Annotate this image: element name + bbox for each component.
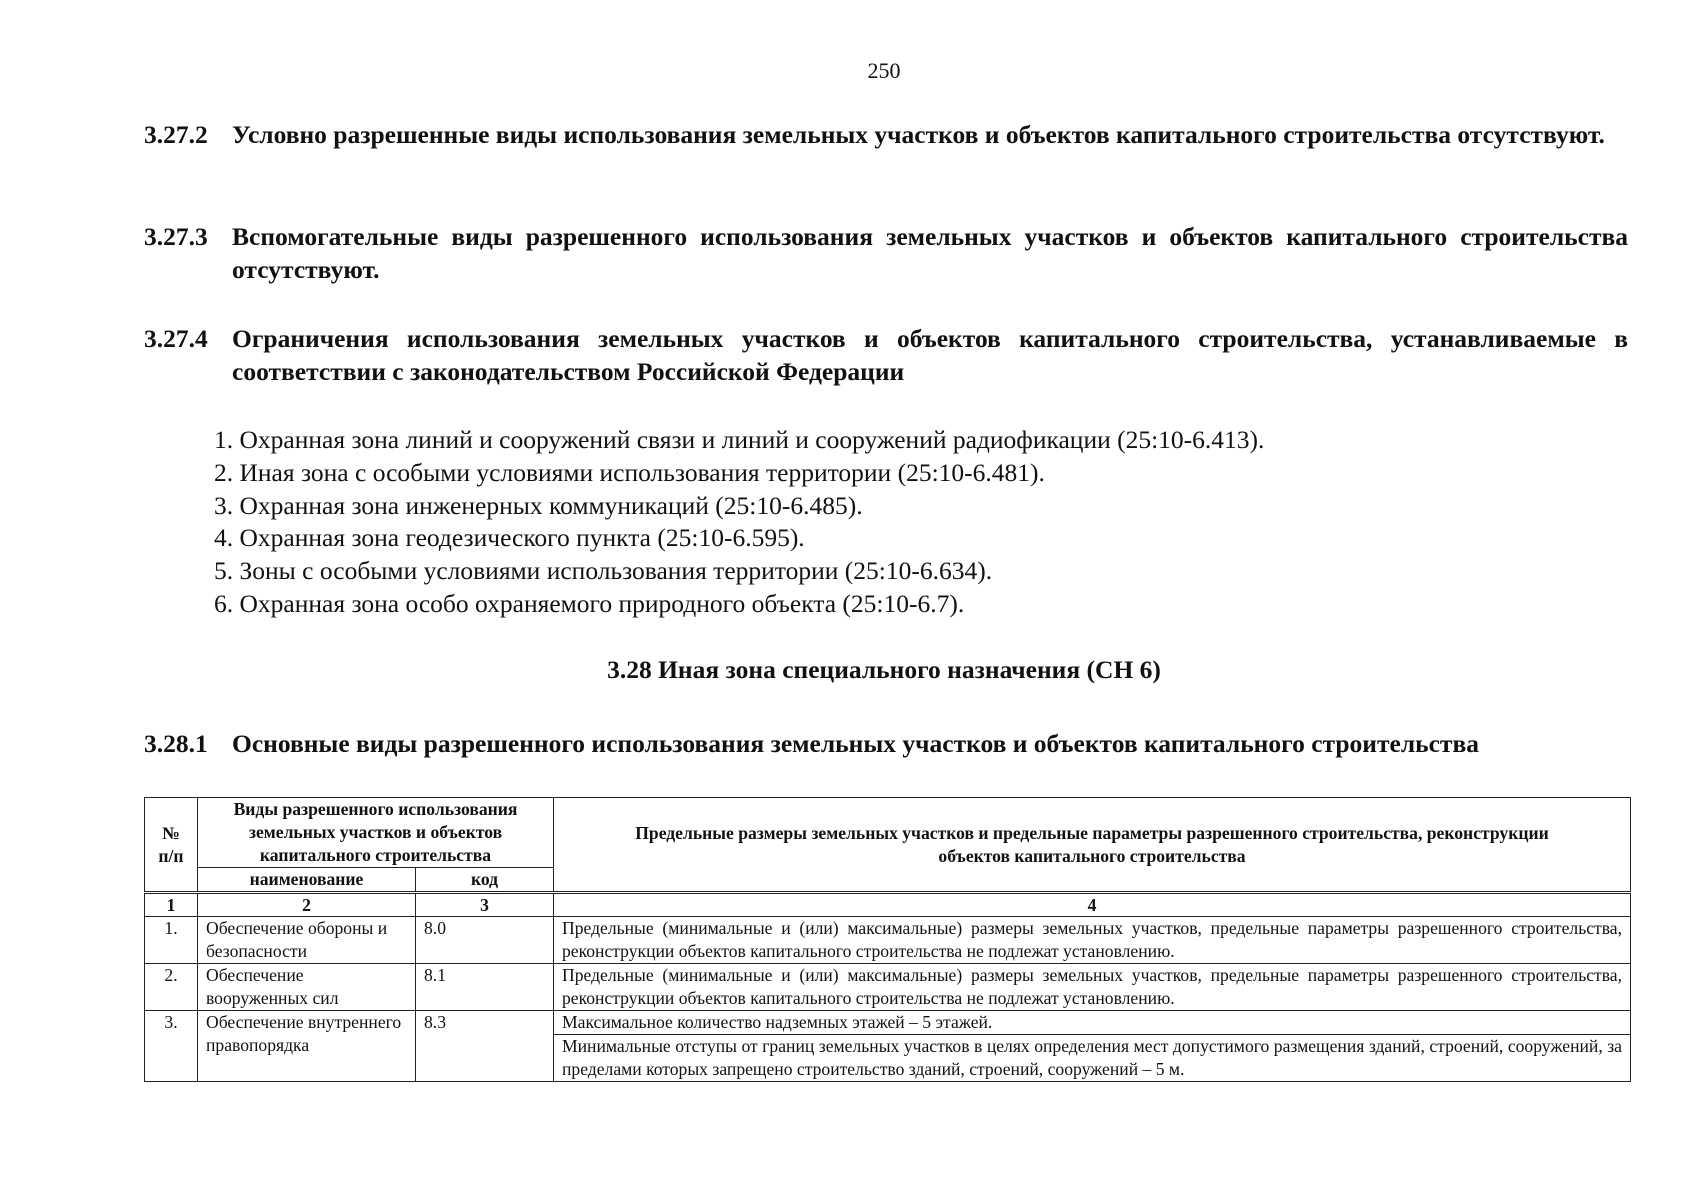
list-item: 5. Зоны с особыми условиями использования территории (25:10-6.634). xyxy=(214,556,993,586)
list-item: 2. Иная зона с особыми условиями использования территории (25:10-6.481). xyxy=(214,457,1045,487)
row-name: Обеспечение обороны и безопасности xyxy=(198,917,416,964)
index-cell: 2 xyxy=(198,893,416,917)
header-code: код xyxy=(416,868,554,893)
section-heading: Условно разрешенные виды использования земельных участков и объектов капитального строительства отсутствуют. xyxy=(232,120,1605,149)
row-name: Обеспечение вооруженных сил xyxy=(198,964,416,1011)
list-item: 4. Охранная зона геодезического пункта (25:10-6.595). xyxy=(214,523,805,553)
section-number: 3.27.2 xyxy=(144,120,208,149)
parameters-table xyxy=(144,797,1631,1082)
row-code: 8.3 xyxy=(416,1011,554,1082)
row-params: Предельные (минимальные и (или) максимальные) размеры земельных участков, предельные параметры разрешенного строительства, реконструкции объектов капитального строительства не подлежат установлению. xyxy=(554,964,1631,1011)
section-number: 3.28.1 xyxy=(144,729,208,758)
restrictions-list xyxy=(214,424,1264,621)
row-params: Максимальное количество надземных этажей – 5 этажей. xyxy=(554,1011,1631,1035)
index-cell: 4 xyxy=(554,893,1631,917)
section-3-27-3 xyxy=(144,220,1628,286)
header-num: № п/п xyxy=(145,798,198,893)
index-cell: 3 xyxy=(416,893,554,917)
section-number: 3.27.4 xyxy=(144,324,208,353)
page-number: 250 xyxy=(867,58,901,83)
section-3-27-2 xyxy=(144,118,1628,151)
row-params: Предельные (минимальные и (или) максимальные) размеры земельных участков, предельные параметры разрешенного строительства, реконструкции объектов капитального строительства не подлежат установлению. xyxy=(554,917,1631,964)
section-heading: Основные виды разрешенного использования земельных участков и объектов капитального строительства xyxy=(232,729,1479,758)
header-params: Предельные размеры земельных участков и предельные параметры разрешенного строительства, реконструкции объектов капитального строительства xyxy=(554,798,1631,893)
row-code: 8.0 xyxy=(416,917,554,964)
list-item: 1. Охранная зона линий и сооружений связи и линий и сооружений радиофикации (25:10-6.413). xyxy=(214,425,1265,454)
list-item: 6. Охранная зона особо охраняемого природного объекта (25:10-6.7). xyxy=(214,588,965,618)
table-row xyxy=(145,917,1631,964)
section-heading: Вспомогательные виды разрешенного использования земельных участков и объектов капитального строительства отсутствуют. xyxy=(232,222,1628,284)
section-3-27-4 xyxy=(144,322,1628,388)
row-code: 8.1 xyxy=(416,964,554,1011)
row-num: 2. xyxy=(145,964,198,1011)
header-types: Виды разрешенного использования земельных участков и объектов капитального строительства xyxy=(198,798,554,868)
index-cell: 1 xyxy=(145,893,198,917)
header-name: наименование xyxy=(198,868,416,893)
section-heading: Ограничения использования земельных участков и объектов капитального строительства, устанавливаемые в соответствии с законодательством Российской Федерации xyxy=(232,324,1628,386)
section-3-28-1 xyxy=(144,727,1628,760)
section-number: 3.27.3 xyxy=(144,222,208,251)
zone-title: 3.28 Иная зона специального назначения (СН 6) xyxy=(607,655,1161,684)
list-item: 3. Охранная зона инженерных коммуникаций (25:10-6.485). xyxy=(214,490,863,520)
table-row xyxy=(145,964,1631,1011)
row-num: 3. xyxy=(145,1011,198,1082)
table-row xyxy=(145,1011,1631,1035)
table-header-row xyxy=(145,798,1631,868)
row-name: Обеспечение внутреннего правопорядка xyxy=(198,1011,416,1082)
row-num: 1. xyxy=(145,917,198,964)
table-index-row xyxy=(145,893,1631,917)
row-params: Минимальные отступы от границ земельных участков в целях определения мест допустимого размещения зданий, строений, сооружений, за пределами которых запрещено строительство зданий, строений, сооружений – 5 м. xyxy=(554,1035,1631,1082)
